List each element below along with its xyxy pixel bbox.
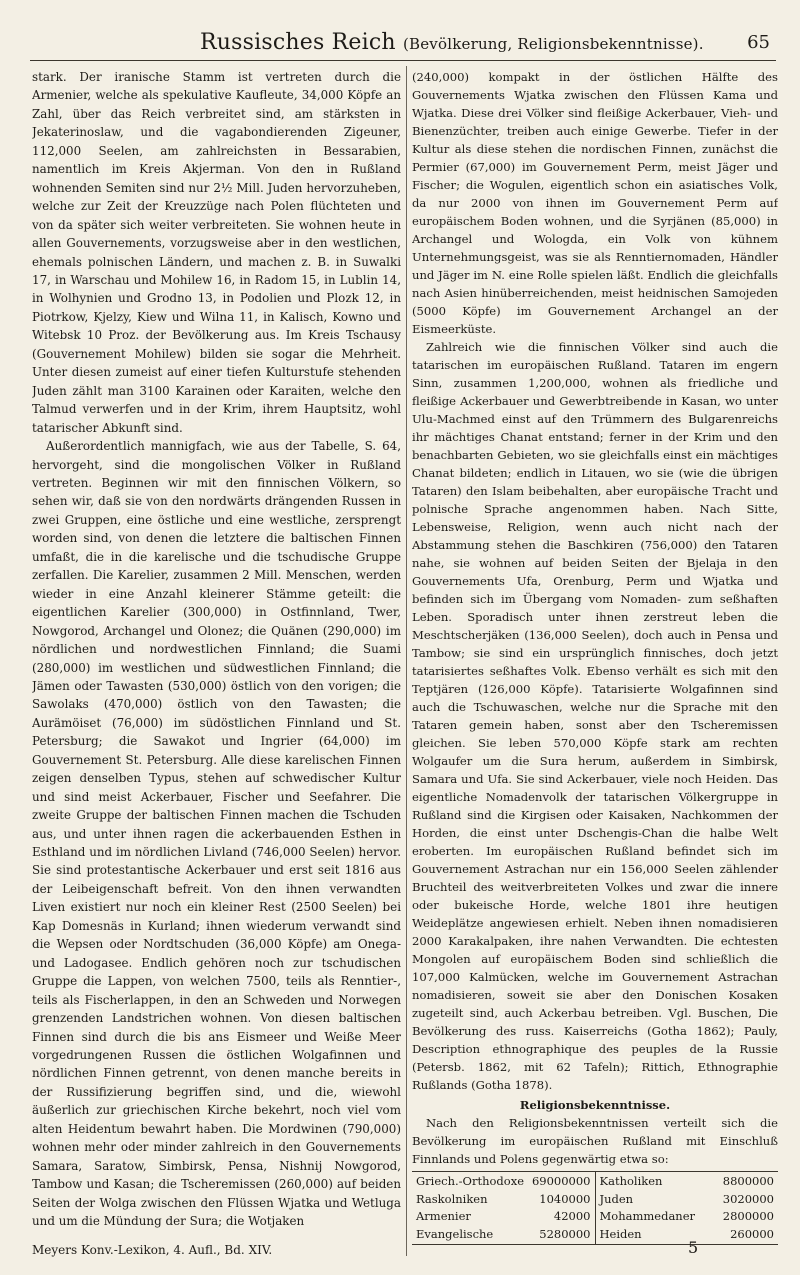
table-row xyxy=(600,1173,775,1191)
table-row xyxy=(416,1191,591,1209)
religion-value: 1040000 xyxy=(539,1191,591,1206)
paragraph: stark. Der iranische Stamm ist vertreten durch die Armenier, welche als spekulative Kaufleute, 34,000 Köpfe an Zahl, über das Reich verbreitet sind, am stärksten in Jekaterinoslaw, und die vagabondierenden Zigeuner, 112,000 Seelen, am zahlreichsten in Bessarabien, namentlich im Kreis Akjerman. Von den in Rußland wohnenden Semiten sind nur 2½ Mill. Juden hervorzuheben, welche zur Zeit der Kreuzzüge nach Polen flüchteten und von da später sich weiter verbreiteten. Sie wohnen heute in allen Gouvernements, vorzugsweise aber in den westlichen, ehemals polnischen Ländern, und machen z. B. in Suwalki 17, in Warschau und Mohilew 16, in Radom 15, in Lublin 14, in Wolhynien und Grodno 13, in Podolien und Plozk 12, in Piotrkow, Kjelzy, Kiew und Wilna 11, in Kalisch, Kowno und Witebsk 10 Proz. der Bevölkerung aus. Im Kreis Tschausy (Gouvernement Mohilew) bilden sie sogar die Mehrheit. Unter diesen zumeist auf einer tiefen Kulturstufe stehenden Juden zählt man 3100 Karainen oder Karaiten, welche den Talmud verwerfen und in der Krim, ihrem Hauptsitz, wohl tatarischer Abkunft sind. xyxy=(32,70,401,435)
religion-name: Griech.-Orthodoxe xyxy=(416,1174,525,1188)
page-header xyxy=(30,28,776,58)
header-rule xyxy=(30,60,776,61)
table-row xyxy=(416,1226,591,1244)
paragraph: (240,000) kompakt in der östlichen Hälfte des Gouvernements Wjatka zwischen den Flüssen Kama und Wjatka. Diese drei Völker sind fleißige Ackerbauer, Vieh- und Bienenzüchter, treiben auch einige Gewerbe. Tiefer in der Kultur als diese stehen die nordischen Finnen, zunächst die Permier (67,000) im Gouvernement Perm, meist Jäger und Fischer; die Wogulen, eigentlich schon ein asiatisches Volk, da nur 2000 von ihnen im Gouvernement Perm auf europäischem Boden wohnen, und die Syrjänen (85,000) in Archangel und Wologda, ein Volk von kühnem Unternehmungsgeist, was sie als Renntiernomaden, Händler und Jäger im N. eine Rolle spielen läßt. Endlich die gleichfalls nach Asien hinüberreichenden, meist heidnischen Samojeden (5000 Köpfe) im Gouvernement Archangel an der Eismeerküste. xyxy=(412,70,778,336)
religion-table-right xyxy=(596,1172,779,1244)
religion-value: 2800000 xyxy=(722,1209,774,1223)
religion-table xyxy=(412,1171,778,1245)
religion-table-left xyxy=(412,1172,596,1244)
page-number: 65 xyxy=(747,32,770,53)
section-heading: Religionsbekenntnisse. xyxy=(519,1098,671,1112)
right-column xyxy=(412,68,778,1248)
religion-name: Armenier xyxy=(416,1209,471,1223)
religion-value: 8800000 xyxy=(722,1174,774,1188)
religion-value: 69000000 xyxy=(531,1174,591,1188)
religion-value: 5280000 xyxy=(539,1226,591,1241)
page-title xyxy=(200,30,704,55)
religion-name: Katholiken xyxy=(599,1174,663,1188)
table-row xyxy=(600,1208,775,1226)
section-intro: Nach den Religionsbekenntnissen verteilt sich die Bevölkerung im europäischen Rußland mit Einschluß Finnlands und Polens gegenwärtig etwa so: xyxy=(412,1116,778,1166)
religion-name: Evangelische xyxy=(416,1226,494,1241)
religion-name: Heiden xyxy=(599,1226,642,1241)
religion-name: Raskolniken xyxy=(416,1191,488,1206)
religion-name: Mohammedaner xyxy=(599,1209,696,1223)
table-row xyxy=(416,1208,591,1226)
paragraph: Außerordentlich mannigfach, wie aus der Tabelle, S. 64, hervorgeht, sind die mongolischen Völker in Rußland vertreten. Beginnen wir mit den finnischen Völkern, so sehen wir, daß sie von den nordwärts drängenden Russen in zwei Gruppen, eine östliche und eine westliche, zersprengt worden sind, von denen die letztere die baltischen Finnen umfaßt, die in die karelische und die tschudische Gruppe zerfallen. Die Karelier, zusammen 2 Mill. Menschen, werden wieder in eine Anzahl kleinerer Stämme geteilt: die eigentlichen Karelier (300,000) in Ostfinnland, Twer, Nowgorod, Archangel und Olonez; die Quänen (290,000) im nördlichen und nordwestlichen Finnland; die Suami (280,000) im westlichen und südwestlichen Finnland; die Jämen oder Tawasten (530,000) östlich von den vorigen; die Sawolaks (470,000) östlich von den Tawasten; die Aurämöiset (76,000) im südöstlichen Finnland und St. Petersburg; die Sawakot und Ingrier (64,000) im Gouvernement St. Petersburg. Alle diese karelischen Finnen zeigen denselben Typus, stehen auf schwedischer Kultur und sind meist Ackerbauer, Fischer und Seefahrer. Die zweite Gruppe der baltischen Finnen machen die Tschuden aus, und unter ihnen ragen die ackerbauenden Esthen in Esthland und im nördlichen Livland (746,000 Seelen) hervor. Sie sind protestantische Ackerbauer und erst seit 1816 aus der Leibeigenschaft befreit. Von den ihnen verwandten Liven existiert nur noch ein kleiner Rest (2500 Seelen) bei Kap Domesnäs in Kurland; ihnen wiederum verwandt sind die Wepsen oder Nordtschuden (36,000 Köpfe) am Onega- und Ladogasee. Endlich gehören noch zur tschudischen Gruppe die Lappen, von welchen 7500, teils als Renntier-, teils als Fischerlappen, in den an Schweden und Norwegen grenzenden Landstrichen wohnen. Von diesen baltischen Finnen sind durch die bis ans Eismeer und Weiße Meer vorgedrungenen Russen die östlichen Wolgafinnen und nördlichen Finnen getrennt, von denen manche bereits in der Russifizierung begriffen sind, und die, wiewohl äußerlich zur griechischen Kirche bekehrt, noch viel vom alten Heidentum bewahrt haben. Die Mordwinen (790,000) wohnen mehr oder minder zahlreich in den Gouvernements Samara, Saratow, Simbirsk, Pensa, Nishnij Nowgorod, Tambow und Kasan; die Tscheremissen (260,000) auf beiden Seiten der Wolga zwischen den Flüssen Wjatka und Wetluga und um die Mündung der Sura; die Wotjaken xyxy=(32,439,401,1229)
religion-name: Juden xyxy=(599,1191,634,1206)
table-row xyxy=(600,1191,775,1209)
religion-value: 42000 xyxy=(553,1209,591,1223)
table-row xyxy=(416,1173,591,1191)
title-subtitle: (Bevölkerung, Religionsbekenntnisse). xyxy=(402,35,704,53)
religion-value: 260000 xyxy=(730,1226,774,1241)
title-main: Russisches Reich xyxy=(200,30,396,55)
religion-value: 3020000 xyxy=(722,1191,774,1206)
footer-signature: 5 xyxy=(688,1238,699,1257)
footer-imprint: Meyers Konv.-Lexikon, 4. Aufl., Bd. XIV. xyxy=(32,1243,273,1257)
table-row xyxy=(600,1226,775,1244)
left-column xyxy=(32,68,401,1240)
column-divider xyxy=(406,66,407,1256)
paragraph: Zahlreich wie die finnischen Völker sind auch die tatarischen im europäischen Rußland. Tataren im engern Sinn, zusammen 1,200,000, wohnen als friedliche und fleißige Ackerbauer und Gewerbtreibende in Kasan, wo unter Ulu-Machmed einst auf den Trümmern des Bulgarenreichs ihr mächtiges Chanat entstand; ferner in der Krim und den benachbarten Gebieten, wo sie gleichfalls einst ein mächtiges Chanat bildeten; endlich in Litauen, wo sie (wie die übrigen Tataren) den Islam beibehalten, aber europäische Tracht und polnische Sprache angenommen haben. Nach Sitte, Lebensweise, Religion, wenn auch nicht nach der Abstammung stehen die Baschkiren (756,000) den Tataren nahe, sie wohnen auf beiden Seiten der Bjelaja in den Gouvernements Ufa, Orenburg, Perm und Wjatka und befinden sich im Übergang vom Nomaden- zum seßhaften Leben. Sporadisch unter ihnen zerstreut leben die Meschtscherjäken (136,000 Seelen), doch auch in Pensa und Tambow; sie sind ein ursprünglich finnisches, doch jetzt tatarisiertes seßhaftes Volk. Ebenso verhält es sich mit den Teptjären (126,000 Köpfe). Tatarisierte Wolgafinnen sind auch die Tschuwaschen, welche nur die Sprache mit den Tataren gemein haben, sonst aber den Tscheremissen gleichen. Sie leben 570,000 Köpfe stark am rechten Wolgaufer um die Sura herum, außerdem in Simbirsk, Samara und Ufa. Sie sind Ackerbauer, viele noch Heiden. Das eigentliche Nomadenvolk der tatarischen Völkergruppe in Rußland sind die Kirgisen oder Kaisaken, Nachkommen der Horden, die einst unter Dschengis-Chan die halbe Welt eroberten. Im europäischen Rußland befindet sich im Gouvernement Astrachan nur ein 156,000 Seelen zählender Bruchteil des weitverbreiteten Volkes und zwar die innere oder bukeische Horde, welche 1801 ihre heutigen Weideplätze angewiesen erhielt. Neben ihnen nomadisieren 2000 Karakalpaken, ihre nahen Verwandten. Die echtesten Mongolen auf europäischem Boden sind schließlich die 107,000 Kalmücken, welche im Gouvernement Astrachan nomadisieren, soweit sie aber den Donischen Kosaken zugeteilt sind, auch Ackerbau betreiben. Vgl. Buschen, Die Bevölkerung des russ. Kaiserreichs (Gotha 1862); Pauly, Description ethnographique des peuples de la Russie (Petersb. 1862, mit 62 Tafeln); Rittich, Ethnographie Rußlands (Gotha 1878). xyxy=(412,340,778,1092)
